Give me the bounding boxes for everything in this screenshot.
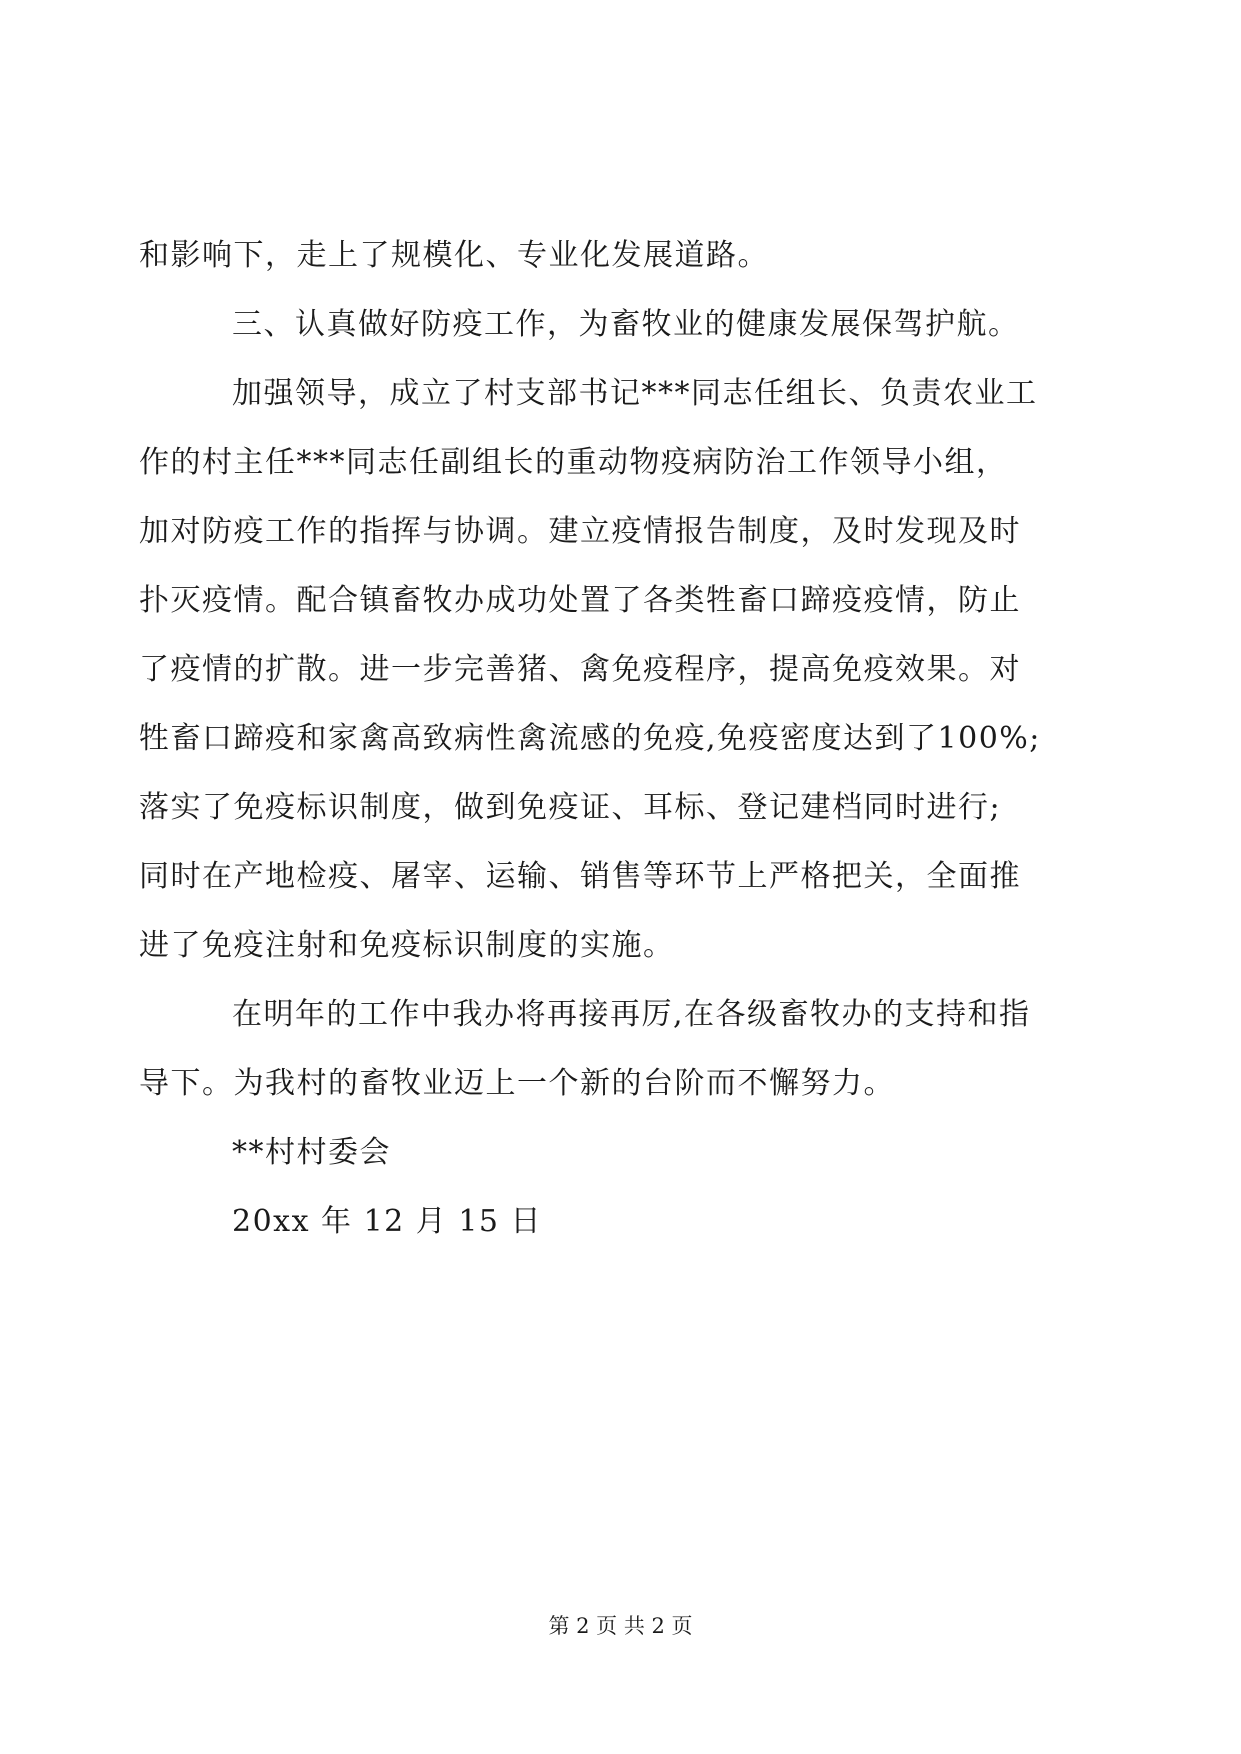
paragraph-line: 作的村主任***同志任副组长的重动物疫病防治工作领导小组， bbox=[139, 445, 1008, 480]
paragraph-line: 了疫情的扩散。进一步完善猪、禽免疫程序，提高免疫效果。对 bbox=[139, 652, 1021, 687]
page-number-footer: 第 2 页 共 2 页 bbox=[548, 1614, 693, 1638]
paragraph-line: 在明年的工作中我办将再接再厉,在各级畜牧办的支持和指 bbox=[232, 997, 1031, 1032]
signature-date: 20xx 年 12 月 15 日 bbox=[232, 1204, 543, 1239]
paragraph-line: 牲畜口蹄疫和家禽高致病性禽流感的免疫,免疫密度达到了100%; bbox=[139, 721, 1041, 756]
paragraph-line: 加对防疫工作的指挥与协调。建立疫情报告制度，及时发现及时 bbox=[139, 514, 1021, 549]
paragraph-line: 进了免疫注射和免疫标识制度的实施。 bbox=[139, 928, 675, 963]
section-heading: 三、认真做好防疫工作，为畜牧业的健康发展保驾护航。 bbox=[232, 307, 1020, 342]
paragraph-line: 和影响下，走上了规模化、专业化发展道路。 bbox=[139, 238, 769, 273]
paragraph-line: 加强领导，成立了村支部书记***同志任组长、负责农业工 bbox=[232, 376, 1038, 411]
paragraph-line: 落实了免疫标识制度，做到免疫证、耳标、登记建档同时进行; bbox=[139, 790, 1002, 825]
signature-organization: **村村委会 bbox=[232, 1135, 391, 1170]
paragraph-line: 同时在产地检疫、屠宰、运输、销售等环节上严格把关，全面推 bbox=[139, 859, 1021, 894]
paragraph-line: 导下。为我村的畜牧业迈上一个新的台阶而不懈努力。 bbox=[139, 1066, 895, 1101]
paragraph-line: 扑灭疫情。配合镇畜牧办成功处置了各类牲畜口蹄疫疫情，防止 bbox=[139, 583, 1021, 618]
